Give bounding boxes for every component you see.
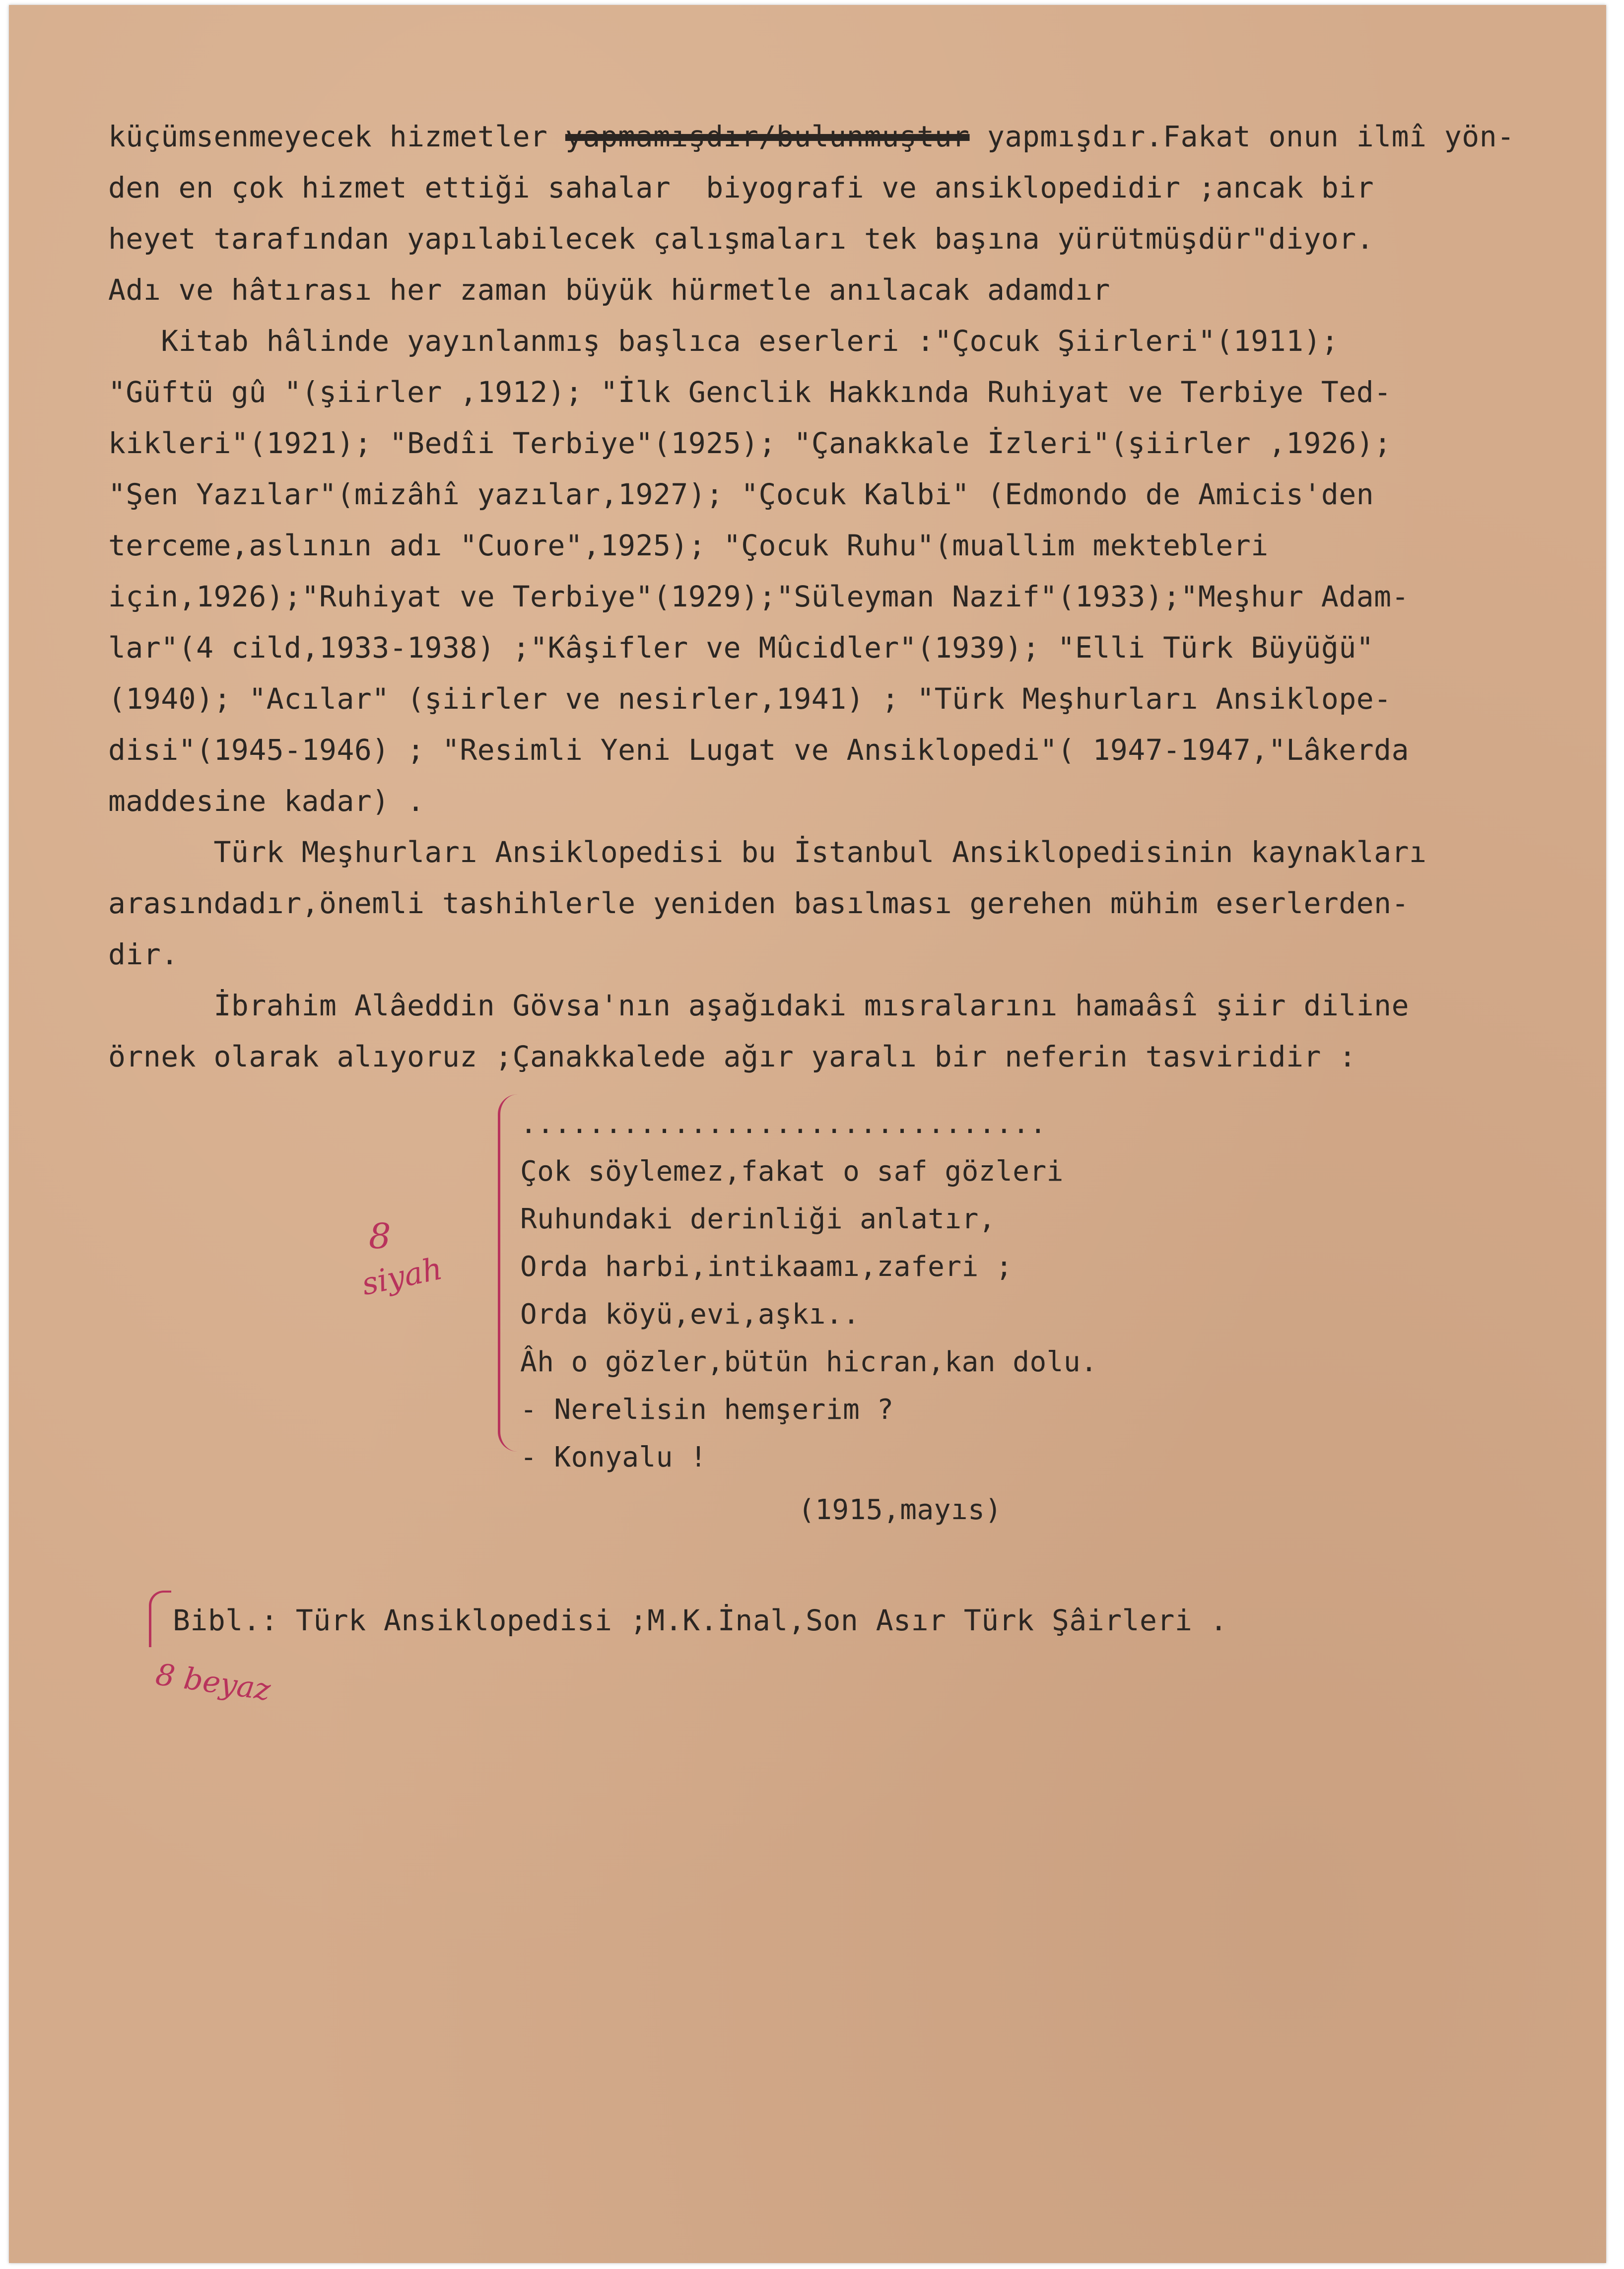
- body-line-13: disi"(1945-1946) ; "Resimli Yeni Lugat ve Ansiklopedi"( 1947-1947,"Lâkerda: [108, 733, 1410, 767]
- body-line-19: örnek olarak alıyoruz ;Çanakkalede ağır yaralı bir neferin tasviridir :: [108, 1040, 1356, 1073]
- body-line-4: Adı ve hâtırası her zaman büyük hürmetle anılacak adamdır: [108, 273, 1110, 307]
- poem-date: (1915,mayıs): [798, 1494, 1002, 1526]
- body-line-2: den en çok hizmet ettiği sahalar biyografi ve ansiklopedidir ;ancak bir: [108, 171, 1374, 204]
- poem-annotation-number: 8: [369, 1216, 391, 1257]
- poem-line-5: Âh o gözler,bütün hicran,kan dolu.: [520, 1346, 1098, 1378]
- body-line-8: "Şen Yazılar"(mizâhî yazılar,1927); "Çocuk Kalbi" (Edmondo de Amicis'den: [108, 477, 1374, 511]
- poem-line-4: Orda köyü,evi,aşkı..: [520, 1298, 860, 1331]
- body-line-14: maddesine kadar) .: [108, 784, 425, 818]
- body-line-17: dir.: [108, 937, 179, 971]
- poem-line-6: - Nerelisin hemşerim ?: [520, 1394, 894, 1426]
- line-1-after: yapmışdır.Fakat onun ilmî yön-: [969, 120, 1515, 153]
- line-1-before: küçümsenmeyecek hizmetler: [108, 120, 565, 153]
- poem-line-2: Ruhundaki derinliği anlatır,: [520, 1203, 996, 1235]
- poem-line-7: - Konyalu !: [520, 1441, 707, 1473]
- body-line-16: arasındadır,önemli tashihlerle yeniden basılması gerehen mühim eserlerden-: [108, 886, 1410, 920]
- bibliography-annotation: 8 beyaz: [153, 1657, 273, 1708]
- poem-ellipsis: ...............................: [520, 1108, 1047, 1140]
- body-line-9: terceme,aslının adı "Cuore",1925); "Çocuk Ruhu"(muallim mektebleri: [108, 529, 1269, 562]
- body-line-10: için,1926);"Ruhiyat ve Terbiye"(1929);"Süleyman Nazif"(1933);"Meşhur Adam-: [108, 580, 1410, 613]
- poem-line-3: Orda harbi,intikaamı,zaferi ;: [520, 1251, 1013, 1283]
- poem-line-1: Çok söylemez,fakat o saf gözleri: [520, 1155, 1064, 1188]
- body-line-11: lar"(4 cild,1933-1938) ;"Kâşifler ve Mûcidler"(1939); "Elli Türk Büyüğü": [108, 631, 1374, 665]
- struck-out-word: yapmamışdır/bulunmuştur: [565, 120, 970, 153]
- typewritten-page: [9, 5, 1606, 2263]
- body-line-18: İbrahim Alâeddin Gövsa'nın aşağıdaki mısralarını hamaâsî şiir diline: [108, 989, 1410, 1022]
- body-text: [108, 112, 1515, 1154]
- body-line-3: heyet tarafından yapılabilecek çalışmaları tek başına yürütmüşdür"diyor.: [108, 222, 1374, 256]
- body-line-6: "Güftü gû "(şiirler ,1912); "İlk Genclik Hakkında Ruhiyat ve Terbiye Ted-: [108, 375, 1392, 409]
- bibliography-line: Bibl.: Türk Ansiklopedisi ;M.K.İnal,Son Asır Türk Şâirleri .: [173, 1603, 1228, 1637]
- body-line-1: [108, 112, 1515, 161]
- body-line-12: (1940); "Acılar" (şiirler ve nesirler,1941) ; "Türk Meşhurları Ansiklope-: [108, 682, 1392, 716]
- body-line-5: Kitab hâlinde yayınlanmış başlıca eserleri :"Çocuk Şiirleri"(1911);: [108, 324, 1339, 358]
- body-line-15: Türk Meşhurları Ansiklopedisi bu İstanbul Ansiklopedisinin kaynakları: [108, 835, 1427, 869]
- bibliography-bracket-mark: [149, 1591, 171, 1647]
- poem-annotation-word: siyah: [358, 1250, 446, 1303]
- body-line-7: kikleri"(1921); "Bedîi Terbiye"(1925); "Çanakkale İzleri"(şiirler ,1926);: [108, 426, 1392, 460]
